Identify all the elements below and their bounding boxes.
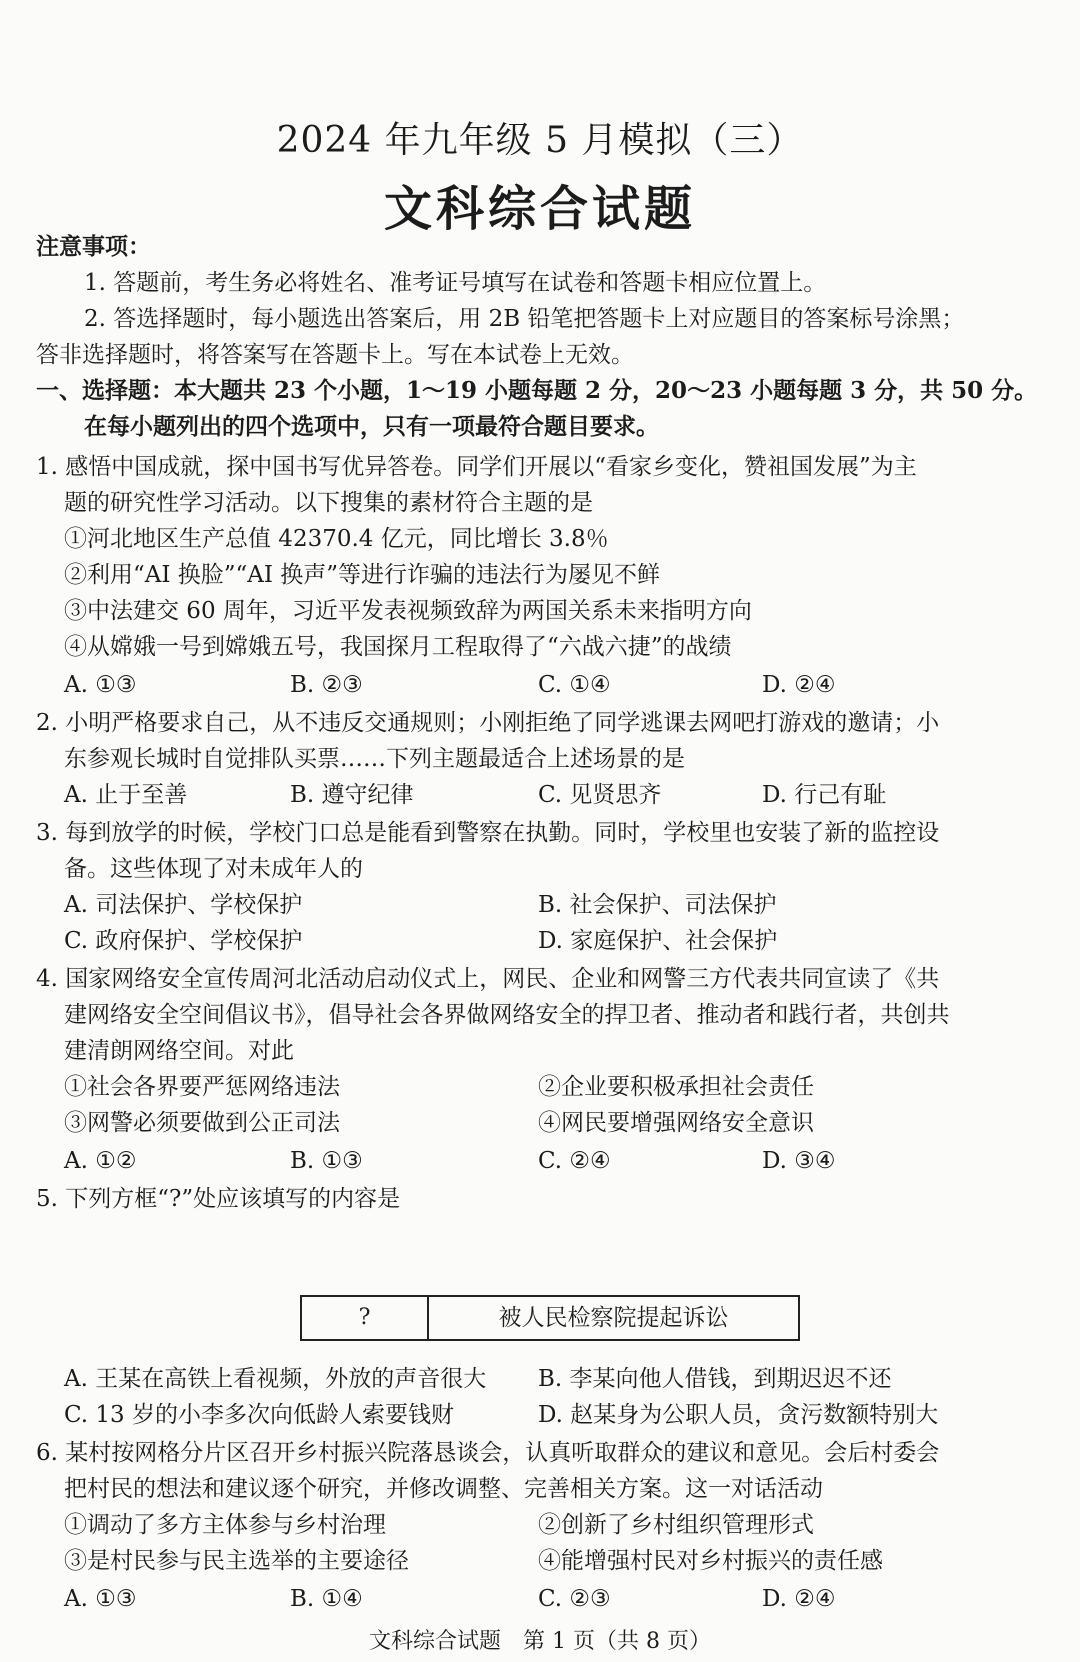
q3-stem: 3. 每到放学的时候，学校门口总是能看到警察在执勤。同时，学校里也安装了新的监控设 xyxy=(36,820,940,846)
page-footer: 文科综合试题 第 1 页（共 8 页） xyxy=(369,1629,711,1654)
q6-statement-2: ②创新了乡村组织管理形式 xyxy=(538,1512,814,1538)
q3-stem-cont: 备。这些体现了对未成年人的 xyxy=(64,856,363,882)
q5-box-consequence: 被人民检察院提起诉讼 xyxy=(498,1305,729,1331)
q2-option-a: A. 止于至善 xyxy=(64,782,188,808)
q2-option-d: D. 行己有耻 xyxy=(762,782,887,808)
q5-option-b: B. 李某向他人借钱，到期迟迟不还 xyxy=(538,1366,892,1392)
q6-statement-3: ③是村民参与民主选举的主要途径 xyxy=(64,1548,409,1574)
q4-statement-3: ③网警必须要做到公正司法 xyxy=(64,1110,340,1136)
q6-option-c: C. ②③ xyxy=(538,1586,611,1612)
q1-option-a: A. ①③ xyxy=(64,672,137,698)
q1-option-b: B. ②③ xyxy=(290,672,363,698)
q1-option-c: C. ①④ xyxy=(538,672,611,698)
notice-item-2-cont: 答非选择题时，将答案写在答题卡上。写在本试卷上无效。 xyxy=(36,342,634,368)
q1-stem: 1. 感悟中国成就，探中国书写优异答卷。同学们开展以“看家乡变化，赞祖国发展”为主 xyxy=(36,454,917,480)
q5-stem: 5. 下列方框“?”处应该填写的内容是 xyxy=(36,1186,401,1212)
q6-option-a: A. ①③ xyxy=(64,1586,137,1612)
q4-statement-2: ②企业要积极承担社会责任 xyxy=(538,1074,814,1100)
exam-subject-title: 文科综合试题 xyxy=(383,181,696,237)
notice-item-1: 1. 答题前，考生务必将姓名、准考证号填写在试卷和答题卡相应位置上。 xyxy=(84,270,827,296)
exam-title: 2024 年九年级 5 月模拟（三） xyxy=(276,120,804,161)
q1-option-d: D. ②④ xyxy=(762,672,836,698)
q2-option-c: C. 见贤思齐 xyxy=(538,782,662,808)
notice-item-2: 2. 答选择题时，每小题选出答案后，用 2B 铅笔把答题卡上对应题目的答案标号涂黑； xyxy=(84,306,965,332)
q5-option-c: C. 13 岁的小李多次向低龄人索要钱财 xyxy=(64,1402,454,1428)
q6-stem: 6. 某村按网格分片区召开乡村振兴院落恳谈会，认真听取群众的建议和意见。会后村委会 xyxy=(36,1440,940,1466)
q6-stem-cont: 把村民的想法和建议逐个研究，并修改调整、完善相关方案。这一对话活动 xyxy=(64,1476,823,1502)
q4-statement-4: ④网民要增强网络安全意识 xyxy=(538,1110,814,1136)
q6-statement-1: ①调动了多方主体参与乡村治理 xyxy=(64,1512,386,1538)
q5-option-d: D. 赵某身为公职人员，贪污数额特别大 xyxy=(538,1402,939,1428)
q3-option-b: B. 社会保护、司法保护 xyxy=(538,892,777,918)
q4-option-b: B. ①③ xyxy=(290,1148,363,1174)
section-heading: 一、选择题：本大题共 23 个小题，1～19 小题每题 2 分，20～23 小题每题 3 分，共 50 分。 xyxy=(36,377,1038,404)
q6-option-b: B. ①④ xyxy=(290,1586,363,1612)
q3-option-a: A. 司法保护、学校保护 xyxy=(64,892,303,918)
q4-option-a: A. ①② xyxy=(64,1148,137,1174)
q6-option-d: D. ②④ xyxy=(762,1586,836,1612)
q3-option-d: D. 家庭保护、社会保护 xyxy=(538,928,778,954)
q4-stem-cont: 建网络安全空间倡议书》，倡导社会各界做网络安全的捍卫者、推动者和践行者，共创共 xyxy=(64,1002,950,1028)
q5-box-unknown: ? xyxy=(302,1297,429,1339)
section-instruction: 在每小题列出的四个选项中，只有一项最符合题目要求。 xyxy=(84,413,659,440)
q1-statement-1: ①河北地区生产总值 42370.4 亿元，同比增长 3.8％ xyxy=(64,526,609,552)
q2-stem-cont: 东参观长城时自觉排队买票……下列主题最适合上述场景的是 xyxy=(64,746,685,772)
q2-stem: 2. 小明严格要求自己，从不违反交通规则；小刚拒绝了同学逃课去网吧打游戏的邀请；小 xyxy=(36,710,940,736)
q4-option-c: C. ②④ xyxy=(538,1148,611,1174)
q4-statement-1: ①社会各界要严惩网络违法 xyxy=(64,1074,340,1100)
q5-option-a: A. 王某在高铁上看视频，外放的声音很大 xyxy=(64,1366,487,1392)
q4-option-d: D. ③④ xyxy=(762,1148,836,1174)
q2-option-b: B. 遵守纪律 xyxy=(290,782,414,808)
q1-statement-2: ②利用“AI 换脸”“AI 换声”等进行诈骗的违法行为屡见不鲜 xyxy=(64,562,661,588)
q1-statement-4: ④从嫦娥一号到嫦娥五号，我国探月工程取得了“六战六捷”的战绩 xyxy=(64,634,732,660)
q4-stem: 4. 国家网络安全宣传周河北活动启动仪式上，网民、企业和网警三方代表共同宣读了《共 xyxy=(36,966,940,992)
q1-statement-3: ③中法建交 60 周年，习近平发表视频致辞为两国关系未来指明方向 xyxy=(64,598,752,624)
q1-stem-cont: 题的研究性学习活动。以下搜集的素材符合主题的是 xyxy=(64,490,593,516)
q6-statement-4: ④能增强村民对乡村振兴的责任感 xyxy=(538,1548,883,1574)
q3-option-c: C. 政府保护、学校保护 xyxy=(64,928,303,954)
q4-stem-cont-2: 建清朗网络空间。对此 xyxy=(64,1038,294,1064)
notice-heading: 注意事项： xyxy=(36,233,151,260)
q5-diagram-box xyxy=(300,1295,800,1341)
